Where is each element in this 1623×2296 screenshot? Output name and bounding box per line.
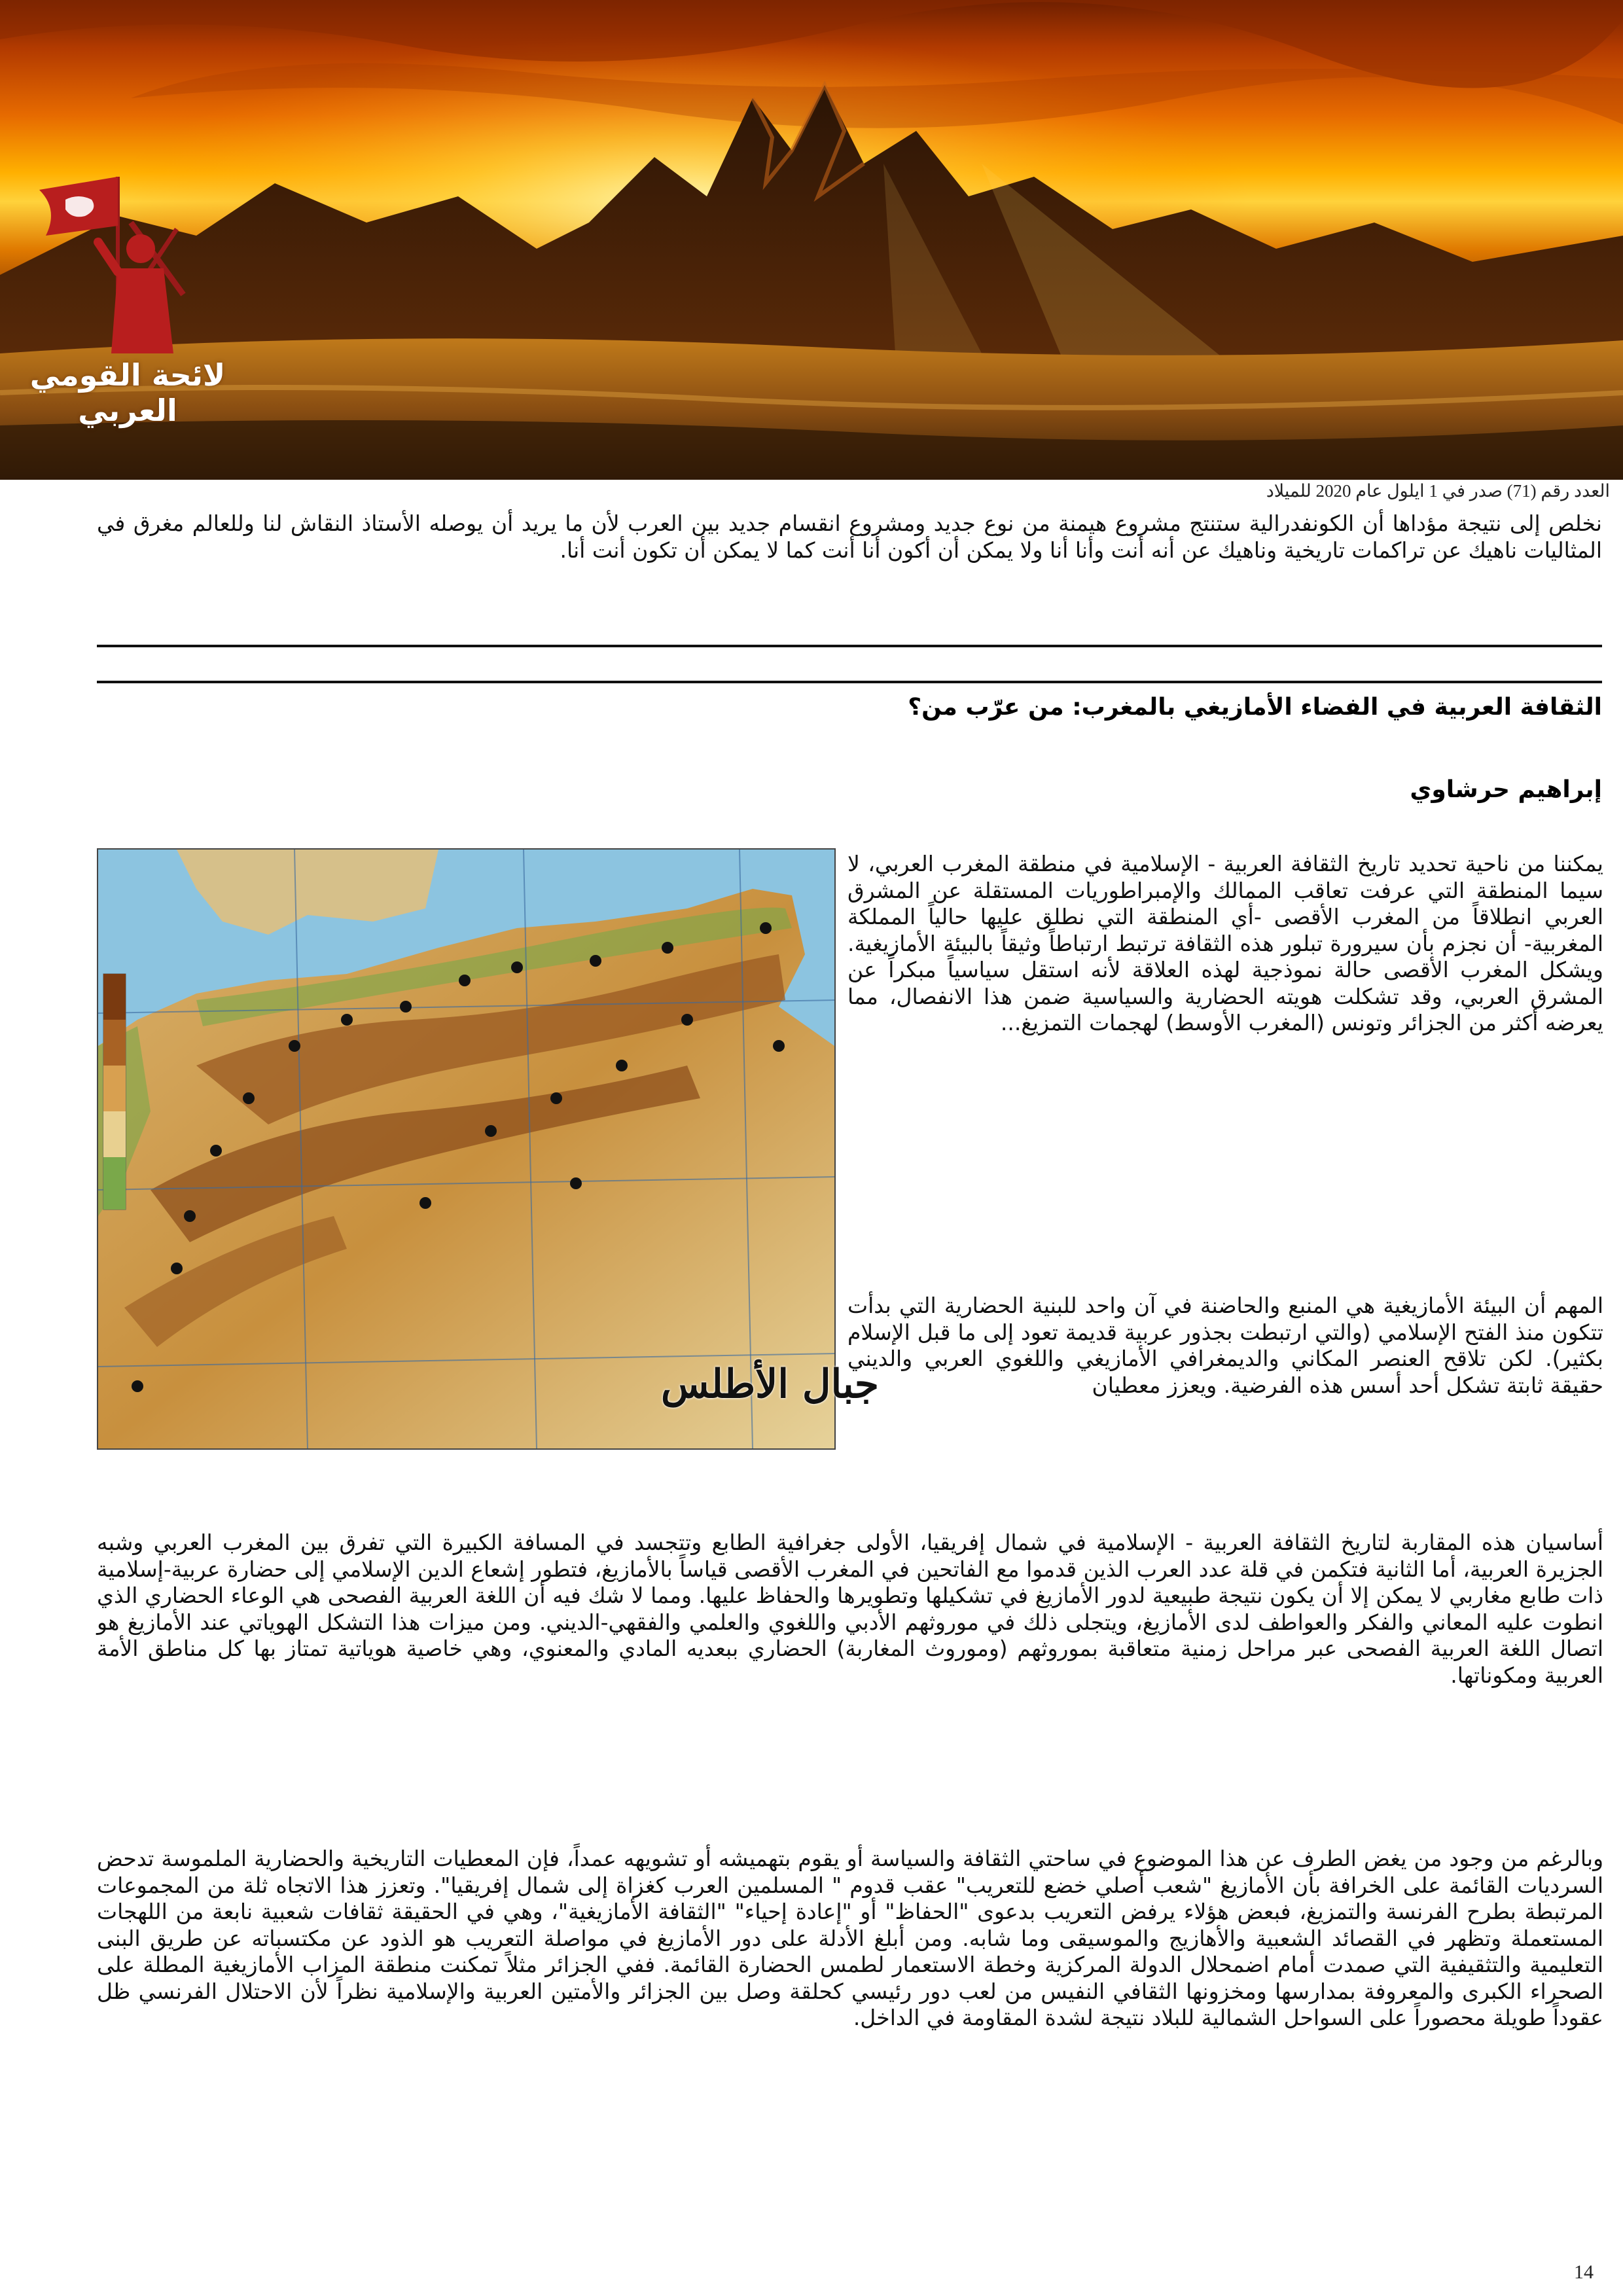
mountain-sunset-image — [0, 0, 1623, 480]
flag-figure-icon — [20, 164, 236, 360]
intro-paragraph — [97, 511, 1602, 564]
article-paragraph-2-column — [847, 1293, 1603, 1399]
intro-text: نخلص إلى نتيجة مؤداها أن الكونفدرالية ستنتج مشروع هيمنة من نوع جديد ومشروع انقسام جديد بين العرب لأن ما يريد أن يوصله الأستاذ النقاش لنا وللعالم مغرق في المثاليات ناهيك عن تراكمات تاريخية وناهيك عن أنه أنت وأنا أنا ولا يمكن أن أكون أنا أنت كما لا يمكن أن تكون أنت أنا. — [97, 511, 1602, 563]
page-number: 14 — [1574, 2261, 1594, 2283]
paragraph-3-text: وبالرغم من وجود من يغض الطرف عن هذا الموضوع في ساحتي الثقافة والسياسة أو يقوم بتهميشه أو تشويهه عمداً، فإن المعطيات التاريخية والحضارية الملموسة تدحض السرديات القائمة على الخرافة بأن الأمازيغ "شعب أصلي خضع للتعريب" عقب قدوم " المسلمين العرب كغزاة إلى شمال إفريقيا". وتعزز هذا الاتجاه ثلة من المجموعات المرتبطة بطرح الفرنسة والتمزيغ، فبعض هؤلاء يرفض التعريب بدعوى "الحفاظ" أو "إعادة إحياء" "الثقافة الأمازيغية"، وهي في الحقيقة ثقافات شعبية نابعة من اللهجات المستعملة وتظهر في القصائد الشعبية والأهازيج والموسيقى وما شابه. ومن أبلغ الأدلة على دور الأمازيغ في مواصلة التعريب هو الذود عن مكتسباته عن طريق البنى التعليمية والتثقيفية التي صمدت أمام اضمحلال الدولة المركزية وخطة الاستعمار لطمس الحضارة القائمة. ففي الجزائر مثلاً تمكنت منطقة المزاب الأمازيغية المطلة على الصحراء الكبرى والمعروفة بمدارسها ومخزونها الثقافي النفيس من لعب دور رئيسي كحلقة وصل بين الجزائر والأمتين العربية والإسلامية نظراً لأن الاحتلال الفرنسي ظل عقوداً طويلة محصوراً على السواحل الشمالية للبلاد نتيجة لشدة المقاومة في الداخل. — [97, 1846, 1603, 2030]
map-label: جبال الأطلس — [661, 1361, 879, 1407]
article-paragraph-1 — [847, 851, 1603, 1037]
divider-bottom — [97, 681, 1602, 683]
article-title: الثقافة العربية في الفضاء الأمازيغي بالمغرب: من عرّب من؟ — [908, 694, 1602, 721]
article-author: إبراهيم حرشاوي — [1410, 776, 1602, 803]
atlas-map-image — [97, 848, 836, 1450]
logo-text: لائحة القومي العربي — [29, 357, 226, 428]
paragraph-2-column-text: المهم أن البيئة الأمازيغية هي المنبع والحاضنة في آن واحد للبنية الحضارية التي بدأت تتكون منذ الفتح الإسلامي (والتي ارتبطت بجذور عربية قديمة تعود إلى ما قبل الإسلام بكثير). لكن تلاقح العنصر المكاني والديمغرافي الأمازيغي واللغوي العربي والديني حقيقة ثابتة تشكل أحد أسس هذه الفرضية. ويعزز معطيان — [847, 1293, 1603, 1398]
divider-top — [97, 645, 1602, 647]
header-banner — [0, 0, 1623, 480]
paragraph-2-full-text: أساسيان هذه المقاربة لتاريخ الثقافة العربية - الإسلامية في شمال إفريقيا، الأولى جغرافية الطابع وتتجسد في المسافة الكبيرة التي تفرق بين المغرب العربي وشبه الجزيرة العربية، أما الثانية فتكمن في قلة عدد العرب الذين قدموا مع الفاتحين في المغرب الأقصى قياساً بالأمازيغ، فتطور إشعاع الدين الإسلامي إلى حضارة عربية-إسلامية ذات طابع مغاربي لا يمكن إلا أن يكون نتيجة طبيعية لدور الأمازيغ في تشكيلها وتطويرها والحفاظ عليها. ومما لا شك فيه أن اللغة العربية الفصحى هي الوعاء الحضاري الذي انطوت عليه المعاني والفكر والعواطف لدى الأمازيغ، ويتجلى ذلك في موروثهم الأدبي واللغوي والعلمي والفقهي-الديني. ومن ميزات هذا التشكل الهوياتي عند الأمازيغ هو اتصال اللغة العربية الفصحى عبر مراحل زمنية متعاقبة بموروثهم (وموروث المغاربة) الحضاري ببعديه المادي والمعنوي، وهي خاصية هوياتية تمتاز بها كل مناطق الأمة العربية ومكوناتها. — [97, 1530, 1603, 1688]
map-graphic — [98, 850, 834, 1448]
article-paragraph-3 — [97, 1846, 1603, 2032]
issue-info: العدد رقم (71) صدر في 1 ايلول عام 2020 للميلاد — [1266, 481, 1610, 501]
article-paragraph-2-full — [97, 1530, 1603, 1689]
paragraph-1-text: يمكننا من ناحية تحديد تاريخ الثقافة العربية - الإسلامية في منطقة المغرب العربي، لا سيما المنطقة التي عرفت تعاقب الممالك والإمبراطوريات المستقلة عن المشرق العربي انطلاقاً من المغرب الأقصى -أي المنطقة التي نطلق عليها حالياً المملكة المغربية- أن نجزم بأن سيرورة تبلور هذه الثقافة ترتبط ارتباطاً وثيقاً بالبيئة الأمازيغية. ويشكل المغرب الأقصى حالة نموذجية لهذه العلاقة لأنه استقل سياسياً مبكراً عن المشرق العربي، وقد تشكلت هويته الحضارية والسياسية ضمن هذا الانفصال، مما يعرضه أكثر من الجزائر وتونس (المغرب الأوسط) لهجمات التمزيغ... — [847, 851, 1603, 1035]
